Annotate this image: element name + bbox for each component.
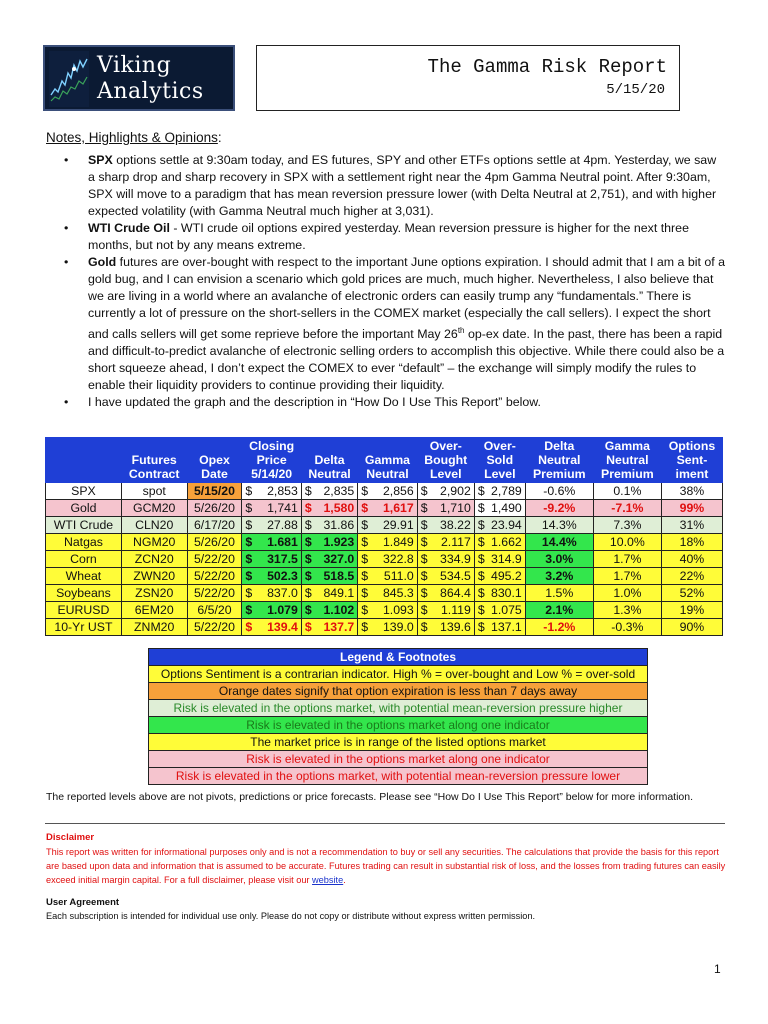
cell-value: 29.91 (382, 518, 414, 532)
cell-value: 502.3 (267, 569, 298, 583)
currency-symbol: $ (361, 552, 369, 566)
column-header: Delta Neutral (301, 438, 357, 483)
note-item (46, 394, 726, 411)
chart-logo-icon (49, 51, 89, 107)
cell-value: 511.0 (383, 569, 414, 583)
cell-os (474, 517, 525, 534)
currency-symbol: $ (477, 518, 485, 532)
table-row (46, 551, 723, 568)
cell-name: 10-Yr UST (46, 619, 122, 636)
legend-line-sentiment: Options Sentiment is a contrarian indicator. High % = over-bought and Low % = over-sold (149, 666, 648, 683)
cell-delta (301, 568, 357, 585)
notes-heading (46, 130, 222, 145)
currency-symbol: $ (420, 620, 428, 634)
cell-dnp: -1.2% (525, 619, 593, 636)
cell-contract: 6EM20 (121, 602, 187, 619)
cell-dnp: 3.2% (525, 568, 593, 585)
currency-symbol: $ (304, 518, 312, 532)
currency-symbol: $ (245, 569, 253, 583)
cell-gnp: 10.0% (593, 534, 661, 551)
currency-symbol: $ (361, 620, 369, 634)
cell-value: 1.849 (382, 535, 414, 549)
cell-close (242, 602, 301, 619)
column-header: Gamma Neutral (358, 438, 418, 483)
cell-value: 1.923 (323, 535, 355, 549)
cell-close (242, 585, 301, 602)
currency-symbol: $ (420, 484, 428, 498)
currency-symbol: $ (245, 603, 253, 617)
user-agreement-text: Each subscription is intended for individual use only. Please do not copy or distribute without express written permission. (46, 911, 536, 921)
gamma-risk-table (45, 437, 723, 636)
currency-symbol: $ (245, 552, 253, 566)
note-item (46, 254, 726, 394)
currency-symbol: $ (477, 484, 485, 498)
cell-gnp: 0.1% (593, 483, 661, 500)
cell-delta (301, 534, 357, 551)
cell-contract: ZSN20 (121, 585, 187, 602)
notes-list (46, 152, 726, 411)
cell-opex: 6/5/20 (187, 602, 242, 619)
cell-value: 139.6 (440, 620, 471, 634)
disclaimer-heading: Disclaimer (46, 832, 95, 843)
cell-opex: 5/26/20 (187, 534, 242, 551)
cell-value: 327.0 (323, 552, 355, 566)
note-item-bold: SPX (88, 153, 113, 167)
cell-opex: 5/22/20 (187, 551, 242, 568)
cell-delta (301, 585, 357, 602)
cell-close (242, 568, 301, 585)
disclaimer-text (46, 845, 726, 887)
cell-value: 1,490 (490, 501, 522, 515)
cell-os (474, 483, 525, 500)
currency-symbol: $ (304, 620, 312, 634)
cell-value: 2,902 (440, 484, 471, 498)
column-header: Gamma Neutral Premium (593, 438, 661, 483)
cell-dnp: 14.3% (525, 517, 593, 534)
cell-gnp: -0.3% (593, 619, 661, 636)
cell-value: 137.7 (323, 620, 355, 634)
cell-gamma (358, 568, 418, 585)
cell-value: 1.681 (267, 535, 298, 549)
report-title-box (256, 45, 680, 111)
disclaimer-end: . (343, 875, 346, 885)
cell-value: 1.662 (490, 535, 522, 549)
note-item (46, 220, 726, 254)
cell-value: 2,853 (267, 484, 298, 498)
cell-os (474, 500, 525, 517)
cell-sent: 40% (661, 551, 722, 568)
cell-ob (417, 534, 474, 551)
cell-name: Soybeans (46, 585, 122, 602)
logo-word-2: Analytics (97, 79, 204, 104)
table-row (46, 619, 723, 636)
legend-table (148, 648, 648, 785)
cell-name: SPX (46, 483, 122, 500)
cell-gamma (358, 551, 418, 568)
cell-name: Natgas (46, 534, 122, 551)
legend-line-green: Risk is elevated in the options market along one indicator (149, 717, 648, 734)
notes-heading-text: Notes, Highlights & Opinions (46, 130, 218, 145)
currency-symbol: $ (477, 535, 485, 549)
currency-symbol: $ (477, 603, 485, 617)
cell-value: 495.2 (490, 569, 522, 583)
note-item-bold: WTI Crude Oil (88, 221, 170, 235)
column-header: Delta Neutral Premium (525, 438, 593, 483)
superscript-th: th (457, 326, 465, 335)
currency-symbol: $ (420, 603, 428, 617)
note-item-bold: Gold (88, 255, 117, 269)
currency-symbol: $ (477, 620, 485, 634)
cell-value: 317.5 (267, 552, 298, 566)
cell-value: 1.075 (490, 603, 522, 617)
legend-line-orange-dates: Orange dates signify that option expiration is less than 7 days away (149, 683, 648, 700)
logo-word-1: Viking (97, 53, 172, 78)
currency-symbol: $ (361, 603, 369, 617)
cell-gamma (358, 500, 418, 517)
cell-dnp: 1.5% (525, 585, 593, 602)
table-row (46, 602, 723, 619)
table-row (46, 585, 723, 602)
table-row (46, 568, 723, 585)
cell-value: 845.3 (382, 586, 414, 600)
cell-contract: ZWN20 (121, 568, 187, 585)
cell-value: 837.0 (267, 586, 298, 600)
currency-symbol: $ (245, 535, 253, 549)
cell-ob (417, 619, 474, 636)
currency-symbol: $ (361, 518, 369, 532)
cell-gamma (358, 517, 418, 534)
cell-gamma (358, 534, 418, 551)
cell-value: 137.1 (490, 620, 522, 634)
currency-symbol: $ (420, 501, 428, 515)
note-item-text: futures are over-bought with respect to the important June options expiration. I should admit that I am a bit of a gold bug, and I can envision a scenario which gold prices are much, much higher. Nevertheless, I also believe that we are living in a world where an avalanche of electronic orders can easily trump any “fundamentals.” There is currently a lot of pressure on the short-sellers in the COMEX market (especially the call sellers). I expect the short and calls sellers will get some reprieve before the important May 26th op-ex date. In the past, there has been a rapid and difficult-to-predict avalanche of electronic selling orders to accomplish this objective. While there could also be a short squeeze ahead, I don’t expect the COMEX to ever “default” – the exchange will simply modify the rules to enable their liquidity providers to continue providing their liquidity. (88, 255, 726, 393)
currency-symbol: $ (304, 586, 312, 600)
cell-close (242, 551, 301, 568)
note-item (46, 152, 726, 220)
cell-sent: 99% (661, 500, 722, 517)
cell-gnp: -7.1% (593, 500, 661, 517)
cell-value: 1.102 (323, 603, 355, 617)
report-title: The Gamma Risk Report (427, 56, 667, 78)
website-link[interactable]: website (312, 875, 344, 885)
cell-value: 139.0 (382, 620, 414, 634)
cell-ob (417, 585, 474, 602)
cell-os (474, 585, 525, 602)
cell-name: Gold (46, 500, 122, 517)
currency-symbol: $ (304, 603, 312, 617)
cell-gnp: 1.3% (593, 602, 661, 619)
cell-value: 139.4 (267, 620, 298, 634)
cell-dnp: -9.2% (525, 500, 593, 517)
cell-name: EURUSD (46, 602, 122, 619)
column-header: Futures Contract (121, 438, 187, 483)
cell-value: 38.22 (440, 518, 471, 532)
cell-ob (417, 568, 474, 585)
column-header: Over- Bought Level (417, 438, 474, 483)
cell-value: 2,856 (382, 484, 414, 498)
cell-os (474, 619, 525, 636)
cell-opex: 5/22/20 (187, 568, 242, 585)
currency-symbol: $ (420, 586, 428, 600)
cell-ob (417, 602, 474, 619)
cell-value: 2,835 (323, 484, 355, 498)
cell-delta (301, 483, 357, 500)
page-number: 1 (714, 962, 721, 976)
legend-title: Legend & Footnotes (149, 649, 648, 666)
currency-symbol: $ (245, 484, 253, 498)
cell-contract: ZNM20 (121, 619, 187, 636)
cell-sent: 52% (661, 585, 722, 602)
cell-close (242, 534, 301, 551)
cell-gamma (358, 619, 418, 636)
cell-gnp: 1.7% (593, 568, 661, 585)
currency-symbol: $ (477, 552, 485, 566)
cell-gnp: 1.7% (593, 551, 661, 568)
cell-value: 1,580 (323, 501, 355, 515)
note-item-text: options settle at 9:30am today, and ES futures, SPY and other ETFs options settle at 4pm. Yesterday, we saw a sharp drop and sharp recovery in SPX with a settlement right near the 4pm Gamma Neutral point. After 9:30am, SPX will move to a paradigm that has mean reversion pressure lower (with Delta Neutral at 2,751), and with higher expected volatility (with Gamma Neutral much higher at 3,031). (88, 153, 717, 218)
cell-sent: 18% (661, 534, 722, 551)
divider (45, 823, 725, 824)
cell-name: WTI Crude (46, 517, 122, 534)
currency-symbol: $ (304, 501, 312, 515)
column-header: Opex Date (187, 438, 242, 483)
legend-line-pink: Risk is elevated in the options market along one indicator (149, 751, 648, 768)
table-row (46, 517, 723, 534)
cell-value: 1,710 (440, 501, 471, 515)
column-header: Options Sent- iment (661, 438, 722, 483)
cell-value: 1,617 (382, 501, 414, 515)
cell-name: Wheat (46, 568, 122, 585)
cell-value: 27.88 (267, 518, 298, 532)
cell-close (242, 500, 301, 517)
cell-dnp: 14.4% (525, 534, 593, 551)
legend-line-light-green: Risk is elevated in the options market, with potential mean-reversion pressure higher (149, 700, 648, 717)
cell-delta (301, 602, 357, 619)
cell-contract: CLN20 (121, 517, 187, 534)
currency-symbol: $ (304, 484, 312, 498)
notes-heading-colon: : (217, 130, 222, 145)
currency-symbol: $ (245, 501, 253, 515)
cell-sent: 22% (661, 568, 722, 585)
cell-dnp: -0.6% (525, 483, 593, 500)
currency-symbol: $ (245, 620, 253, 634)
cell-gamma (358, 585, 418, 602)
cell-os (474, 534, 525, 551)
currency-symbol: $ (477, 501, 485, 515)
legend-line-yellow: The market price is in range of the listed options market (149, 734, 648, 751)
currency-symbol: $ (420, 518, 428, 532)
cell-opex: 5/15/20 (187, 483, 242, 500)
cell-close (242, 619, 301, 636)
cell-sent: 19% (661, 602, 722, 619)
currency-symbol: $ (304, 552, 312, 566)
column-header (46, 438, 122, 483)
note-item-text: - WTI crude oil options expired yesterday. Mean reversion pressure is higher for the next three months, but not by any means extreme. (88, 221, 689, 252)
currency-symbol: $ (361, 484, 369, 498)
cell-ob (417, 500, 474, 517)
cell-sent: 38% (661, 483, 722, 500)
cell-value: 518.5 (323, 569, 355, 583)
currency-symbol: $ (361, 535, 369, 549)
cell-os (474, 602, 525, 619)
cell-value: 31.86 (323, 518, 355, 532)
cell-dnp: 2.1% (525, 602, 593, 619)
table-row (46, 483, 723, 500)
currency-symbol: $ (361, 569, 369, 583)
table-row (46, 500, 723, 517)
cell-dnp: 3.0% (525, 551, 593, 568)
cell-value: 1,741 (267, 501, 298, 515)
cell-delta (301, 500, 357, 517)
cell-value: 314.9 (490, 552, 522, 566)
currency-symbol: $ (361, 586, 369, 600)
cell-opex: 5/26/20 (187, 500, 242, 517)
cell-value: 1.119 (440, 603, 471, 617)
currency-symbol: $ (477, 569, 485, 583)
cell-value: 322.8 (382, 552, 414, 566)
cell-os (474, 551, 525, 568)
cell-value: 830.1 (490, 586, 522, 600)
cell-gamma (358, 602, 418, 619)
cell-value: 1.093 (382, 603, 414, 617)
currency-symbol: $ (420, 569, 428, 583)
cell-value: 1.079 (267, 603, 298, 617)
cell-value: 849.1 (323, 586, 355, 600)
cell-gnp: 7.3% (593, 517, 661, 534)
reported-levels-note: The reported levels above are not pivots, predictions or price forecasts. Please see “How Do I Use This Report” below for more information. (46, 791, 694, 803)
cell-gnp: 1.0% (593, 585, 661, 602)
cell-opex: 5/22/20 (187, 585, 242, 602)
viking-analytics-logo (43, 45, 235, 111)
cell-value: 534.5 (440, 569, 471, 583)
column-header: Closing Price 5/14/20 (242, 438, 301, 483)
cell-delta (301, 619, 357, 636)
cell-name: Corn (46, 551, 122, 568)
cell-value: 2,789 (490, 484, 522, 498)
cell-gamma (358, 483, 418, 500)
cell-delta (301, 517, 357, 534)
currency-symbol: $ (245, 518, 253, 532)
cell-sent: 31% (661, 517, 722, 534)
cell-value: 864.4 (440, 586, 471, 600)
table-row (46, 534, 723, 551)
cell-delta (301, 551, 357, 568)
cell-contract: NGM20 (121, 534, 187, 551)
currency-symbol: $ (420, 535, 428, 549)
currency-symbol: $ (304, 569, 312, 583)
table-header-row (46, 438, 723, 483)
currency-symbol: $ (245, 586, 253, 600)
cell-ob (417, 517, 474, 534)
cell-os (474, 568, 525, 585)
currency-symbol: $ (420, 552, 428, 566)
cell-opex: 5/22/20 (187, 619, 242, 636)
cell-sent: 90% (661, 619, 722, 636)
currency-symbol: $ (304, 535, 312, 549)
cell-contract: ZCN20 (121, 551, 187, 568)
cell-value: 334.9 (440, 552, 471, 566)
report-date: 5/15/20 (606, 82, 665, 98)
note-item-text: I have updated the graph and the description in “How Do I Use This Report” below. (88, 395, 541, 410)
cell-value: 2.117 (440, 535, 471, 549)
currency-symbol: $ (477, 586, 485, 600)
column-header: Over- Sold Level (474, 438, 525, 483)
cell-ob (417, 483, 474, 500)
legend-line-pink-lower: Risk is elevated in the options market, with potential mean-reversion pressure lower (149, 768, 648, 785)
cell-opex: 6/17/20 (187, 517, 242, 534)
table-body (46, 483, 723, 636)
currency-symbol: $ (361, 501, 369, 515)
cell-close (242, 517, 301, 534)
cell-ob (417, 551, 474, 568)
cell-contract: spot (121, 483, 187, 500)
user-agreement-heading: User Agreement (46, 897, 120, 908)
cell-close (242, 483, 301, 500)
disclaimer-body: This report was written for informational purposes only and is not a recommendation to buy or sell any securities. The calculations that provide the basis for this report are based upon data and information that is assumed to be accurate. Futures trading can result in substantial risk of loss, and the losses from trading futures can easily exceed initial margin capital. For a full disclaimer, please visit our (46, 847, 726, 885)
cell-value: 23.94 (490, 518, 522, 532)
cell-contract: GCM20 (121, 500, 187, 517)
